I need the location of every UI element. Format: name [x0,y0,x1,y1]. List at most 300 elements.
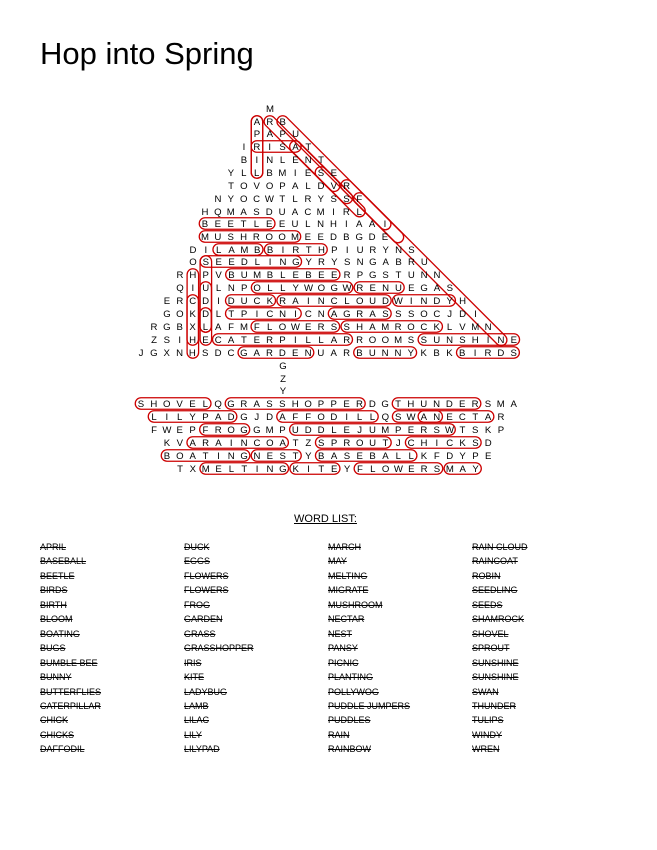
grid-letter: S [343,257,351,268]
grid-letter: C [433,309,441,320]
grid-letter: H [240,232,248,243]
grid-letter: R [252,232,260,243]
grid-letter: R [420,464,428,475]
grid-letter: T [318,464,325,475]
grid-letter: O [368,335,377,346]
grid-letter: E [227,219,234,230]
grid-letter: S [394,412,402,423]
grid-letter: L [202,322,209,333]
grid-letter: D [227,296,235,307]
grid-letter: G [253,425,261,436]
grid-letter: Y [382,245,389,256]
grid-letter: N [381,348,389,359]
word-list-item: BIRDS [40,585,68,596]
grid-letter: C [227,348,235,359]
grid-letter: C [446,438,454,449]
grid-letter: M [316,207,325,218]
word-list-item: FROG [184,599,210,610]
grid-letter: R [317,322,325,333]
grid-letter: Y [317,194,325,205]
word-list-item: PUDDLES [328,715,371,726]
grid-letter: V [215,270,222,281]
grid-letter: I [307,296,310,307]
grid-letter: S [459,335,466,346]
grid-letter: C [304,309,312,320]
found-word-circle [405,437,481,449]
grid-letter: D [484,438,492,449]
grid-letter: N [317,309,325,320]
grid-letter: A [291,207,299,218]
grid-letter: L [408,451,414,462]
word-list-heading: WORD LIST: [294,513,357,525]
grid-letter: H [356,322,364,333]
grid-letter: A [355,219,363,230]
grid-letter: A [484,412,492,423]
grid-letter: T [382,438,389,449]
grid-letter: L [215,309,222,320]
grid-letter: H [188,348,196,359]
grid-letter: E [330,270,338,281]
grid-letter: R [214,425,222,436]
grid-letter: S [330,322,338,333]
grid-letter: S [279,142,286,153]
grid-letter: B [163,451,171,462]
grid-letter: L [202,399,208,410]
grid-letter: N [266,464,274,475]
grid-letter: R [369,245,377,256]
grid-letter: I [178,335,182,346]
grid-letter: S [382,270,389,281]
grid-letter: E [510,335,518,346]
grid-letter: H [189,335,197,346]
grid-letter: G [279,361,287,372]
grid-letter: B [369,451,376,462]
grid-letter: I [345,245,349,256]
grid-letter: M [496,399,505,410]
grid-letter: S [343,194,350,205]
grid-letter: E [446,412,453,423]
grid-letter: P [253,129,261,140]
grid-letter: Q [214,399,222,410]
word-list-item: EGGS [184,556,211,567]
grid-letter: F [305,412,312,423]
grid-letter: N [304,348,312,359]
grid-letter: Q [381,412,390,423]
grid-letter: G [227,399,235,410]
grid-letter: T [472,412,479,423]
grid-letter: N [433,399,441,410]
grid-letter: R [279,296,287,307]
grid-letter: U [369,438,377,449]
grid-letter: N [433,270,441,281]
word-list-item: PUDDLE JUMPERS [328,700,411,711]
grid-letter: R [484,348,492,359]
grid-letter: I [165,412,169,423]
grid-letter: Y [459,451,466,462]
grid-letter: I [255,309,259,320]
grid-letter: I [217,296,220,307]
grid-letter: C [253,296,261,307]
grid-letter: E [304,322,312,333]
grid-letter: N [176,348,184,359]
grid-letter: I [474,309,477,320]
grid-letter: A [292,296,299,307]
grid-letter: W [342,283,352,294]
grid-letter: G [240,425,248,436]
grid-letter: B [176,322,183,333]
grid-letter: R [420,425,428,436]
grid-letter: B [459,348,466,359]
grid-letter: A [433,283,441,294]
grid-letter: L [344,296,350,307]
grid-letter: N [317,296,325,307]
grid-letter: E [253,335,261,346]
grid-letter: N [317,219,325,230]
grid-letter: B [266,245,274,256]
word-list-item: LILY [184,729,202,740]
grid-letter: M [201,464,210,475]
page-title: Hop into Spring [40,36,254,71]
grid-letter: M [445,464,454,475]
grid-letter: M [381,425,390,436]
grid-letter: D [189,245,197,256]
grid-letter: D [368,399,376,410]
grid-letter: O [253,283,261,294]
grid-letter: P [202,412,209,423]
grid-letter: I [293,168,297,179]
grid-letter: M [278,168,287,179]
grid-letter: D [266,412,274,423]
grid-letter: R [356,335,364,346]
grid-letter: F [433,451,440,462]
grid-letter: V [459,322,466,333]
grid-letter: O [317,412,325,423]
grid-letter: S [330,194,337,205]
grid-letter: K [266,296,274,307]
grid-letter: V [253,181,260,192]
word-list-item: GARDEN [184,614,223,625]
grid-letter: U [369,296,377,307]
grid-letter: M [265,425,274,436]
grid-letter: S [266,399,273,410]
grid-letter: O [162,399,171,410]
grid-letter: O [407,322,415,333]
grid-letter: E [292,270,299,281]
grid-letter: Q [176,283,184,294]
grid-letter: T [202,451,209,462]
grid-letter: L [254,257,260,268]
grid-letter: I [409,296,413,307]
grid-letter: E [163,296,171,307]
grid-letter: T [292,451,299,462]
grid-letter: D [459,309,467,320]
grid-letter: L [446,322,453,333]
word-list-item: PLANTING [328,672,374,683]
grid-letter: N [253,451,261,462]
grid-letter: L [280,270,286,281]
grid-letter: S [279,399,286,410]
grid-letter: Y [189,412,196,423]
grid-letter: D [330,412,338,423]
grid-letter: Q [214,207,222,218]
grid-letter: C [253,194,261,205]
grid-letter: P [394,425,402,436]
grid-letter: S [420,335,428,346]
grid-letter: N [484,322,492,333]
grid-letter: S [343,451,351,462]
grid-letter: G [292,257,300,268]
grid-letter: M [253,270,262,281]
grid-letter: Y [227,194,235,205]
grid-letter: P [279,425,286,436]
grid-letter: E [266,219,273,230]
word-list-item: SEEDS [472,599,503,610]
grid-letter: B [279,117,286,128]
word-list-item: RAIN [328,729,350,740]
grid-letter: S [407,309,415,320]
grid-letter: N [433,412,441,423]
word-list-item: DUCK [184,542,210,552]
word-list-item: IRIS [184,657,202,668]
grid-letter: J [357,425,362,436]
grid-letter: S [382,309,389,320]
grid-letter: O [265,181,274,192]
grid-letter: N [227,283,235,294]
grid-letter: M [239,322,248,333]
grid-letter: W [264,194,274,205]
grid-letter: P [330,399,337,410]
grid-letter: H [201,207,209,218]
grid-letter: A [382,257,389,268]
grid-letter: O [356,438,364,449]
grid-letter: E [291,348,299,359]
grid-letter: R [343,348,351,359]
word-list-item: GRASSHOPPER [184,643,254,654]
grid-letter: X [189,464,197,475]
word-list-item: BUTTERFLIES [40,686,102,697]
grid-letter: O [356,296,364,307]
grid-letter: H [330,219,337,230]
grid-letter: T [305,245,312,256]
grid-letter: I [242,142,246,153]
grid-letter: O [240,181,248,192]
grid-letter: E [215,464,222,475]
grid-letter: L [267,283,273,294]
grid-letter: T [241,335,247,346]
word-list-item: NECTAR [328,614,365,625]
grid-letter: M [226,207,235,218]
grid-letter: I [307,464,310,475]
word-list-item: MARCH [328,542,361,552]
grid-letter: D [446,451,454,462]
grid-letter: L [331,425,337,436]
grid-letter: A [292,181,299,192]
grid-letter: R [471,399,479,410]
grid-letter: I [473,348,477,359]
grid-letter: N [227,451,235,462]
grid-letter: L [370,464,376,475]
grid-letter: S [472,425,479,436]
word-list-item: CHICKS [40,729,75,740]
grid-letter: S [484,399,492,410]
grid-letter: G [163,309,171,320]
grid-letter: D [227,412,235,423]
grid-letter: A [330,309,338,320]
grid-letter: U [292,129,300,140]
grid-letter: A [240,207,247,218]
grid-letter: R [356,283,364,294]
grid-letter: P [240,309,248,320]
grid-letter: T [395,270,402,281]
grid-letter: B [317,451,325,462]
grid-letter: K [420,451,428,462]
grid-letter: N [304,155,312,166]
grid-letter: L [241,168,247,179]
grid-letter: A [330,451,338,462]
grid-letter: I [268,257,272,268]
grid-letter: J [254,412,260,423]
grid-letter: H [318,245,325,256]
grid-letter: E [459,399,466,410]
grid-letter: Y [407,348,415,359]
word-list-item: PICNIC [328,657,359,668]
grid-letter: A [279,412,286,423]
grid-letter: I [191,283,195,294]
grid-letter: M [290,232,299,243]
grid-letter: R [292,245,300,256]
grid-letter: A [215,438,222,449]
grid-letter: C [458,412,466,423]
grid-letter: T [318,155,325,166]
grid-letter: S [202,257,210,268]
grid-letter: A [279,438,286,449]
grid-letter: S [446,283,454,294]
grid-letter: U [278,207,286,218]
grid-letter: A [266,129,274,140]
grid-letter: B [228,270,235,281]
grid-letter: C [253,438,261,449]
grid-letter: X [189,322,196,333]
grid-letter: E [408,283,415,294]
grid-letter: G [381,399,389,410]
grid-letter: F [202,425,209,436]
grid-letter: H [407,399,415,410]
grid-letter: L [305,219,311,230]
grid-letter: R [240,399,248,410]
grid-letter: B [201,219,209,230]
grid-letter: C [304,207,312,218]
found-word-circle [315,437,391,449]
grid-letter: E [228,257,235,268]
grid-letter: E [304,232,312,243]
found-word-circle [238,347,314,359]
grid-letter: A [189,438,196,449]
grid-letter: U [202,283,210,294]
word-list-item: GRASS [184,628,216,639]
word-list-column-3 [328,540,410,757]
grid-letter: A [227,335,235,346]
grid-letter: E [278,219,286,230]
grid-letter: G [343,309,351,320]
word-list-item: CHICK [40,715,69,726]
word-list-item: MELTING [328,570,368,581]
word-list-item: LILYPAD [184,744,220,755]
grid-letter: O [278,232,286,243]
grid-letter: G [369,270,377,281]
grid-letter: O [227,425,235,436]
grid-letter: P [497,425,505,436]
grid-letter: D [433,296,441,307]
grid-letter: T [305,142,312,153]
grid-letter: F [253,322,260,333]
grid-letter: D [202,309,210,320]
word-list-item: APRIL [40,542,67,552]
grid-letter: W [290,322,300,333]
word-list-item: BEETLE [40,570,75,581]
grid-letter: G [240,412,248,423]
grid-letter: B [254,245,261,256]
grid-letter: L [305,181,311,192]
found-word-circle [226,308,302,320]
grid-letter: B [266,270,274,281]
grid-letter: B [343,232,350,243]
found-word-circle [199,218,275,230]
grid-letter: T [459,425,466,436]
grid-letter: D [368,232,376,243]
grid-letter: A [368,219,376,230]
grid-letter: S [395,309,402,320]
grid-letter: P [189,425,196,436]
grid-letter: R [407,257,415,268]
grid-letter: P [202,270,209,281]
grid-letter: N [356,257,364,268]
grid-letter: I [486,335,490,346]
grid-letter: E [202,335,209,346]
grid-letter: Y [472,464,479,475]
grid-letter: R [304,194,312,205]
grid-letter: V [176,399,183,410]
grid-letter: W [393,464,403,475]
grid-letter: C [189,296,197,307]
grid-letter: L [177,412,183,423]
grid-letter: S [279,451,286,462]
grid-letter: P [317,399,325,410]
grid-letter: U [420,257,428,268]
grid-letter: L [216,245,222,256]
grid-letter: E [292,155,299,166]
grid-letter: N [395,245,403,256]
word-list-item: POLLYWOG [328,686,379,697]
word-list-item: BOATING [40,628,80,639]
grid-letter: A [189,451,196,462]
grid-letter: B [305,270,312,281]
grid-letter: I [435,438,439,449]
grid-letter: G [355,232,363,243]
grid-letter: G [240,451,248,462]
grid-letter: S [227,232,234,243]
grid-letter: T [177,464,183,475]
grid-letter: A [420,412,428,423]
grid-letter: E [343,425,350,436]
grid-letter: A [253,117,261,128]
grid-letter: S [343,322,350,333]
grid-letter: L [305,335,311,346]
grid-letter: O [381,464,390,475]
grid-letter: J [138,348,144,359]
grid-letter: S [408,245,415,256]
grid-letter: R [394,322,402,333]
grid-letter: O [176,309,184,320]
